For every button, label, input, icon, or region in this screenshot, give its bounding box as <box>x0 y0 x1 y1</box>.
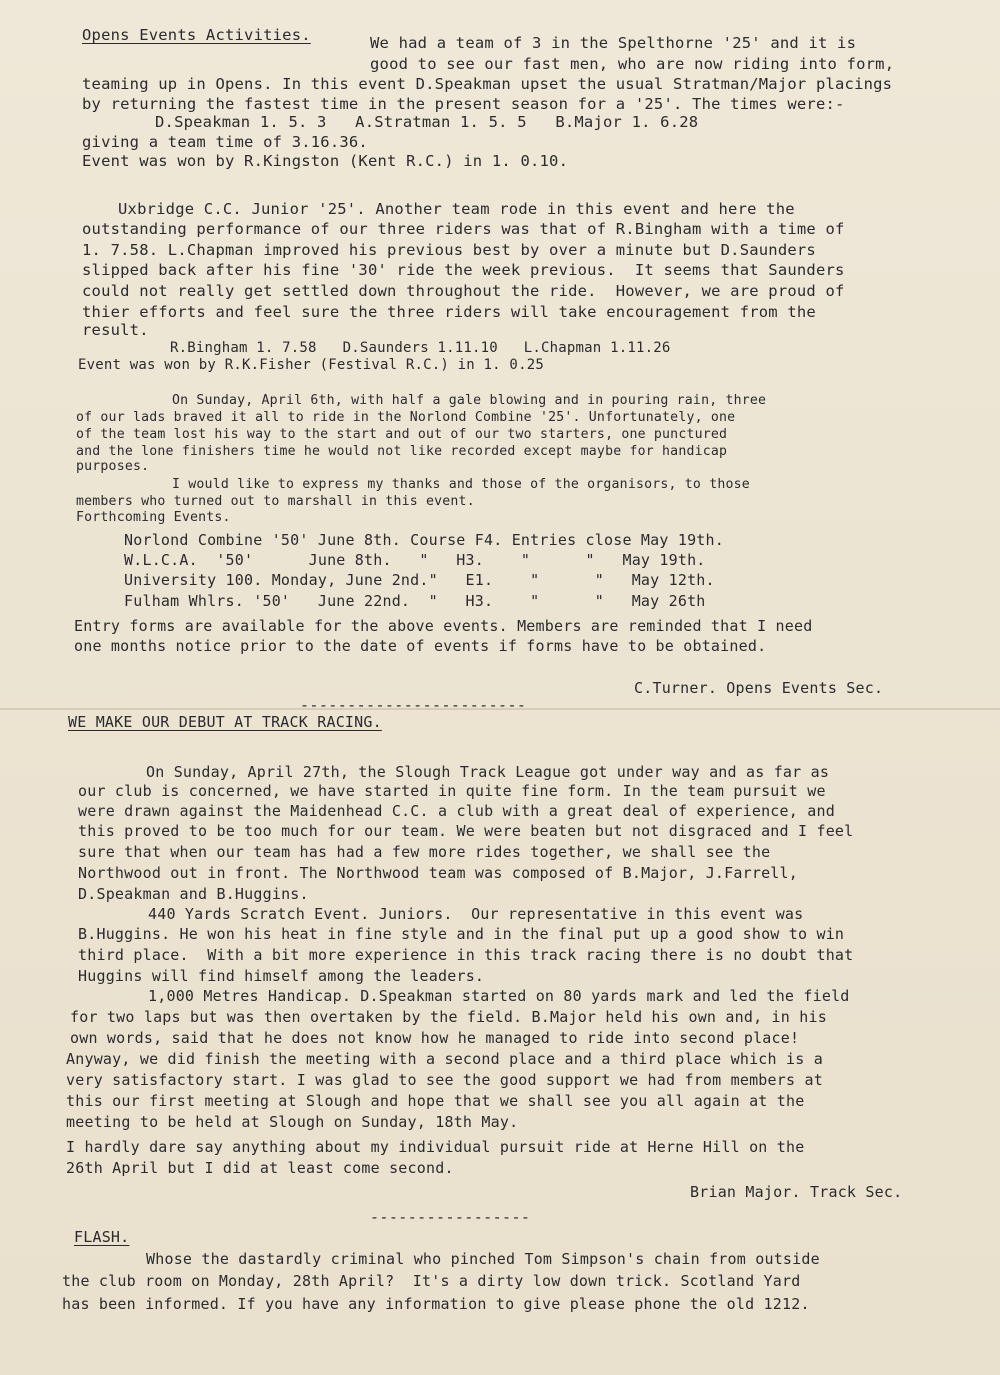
opens-line: Event was won by R.Kingston (Kent R.C.) in 1. 0.10. <box>82 152 569 170</box>
norlond-line: of the team lost his way to the start and out of our two starters, one punctured <box>76 427 728 442</box>
opens-times: D.Speakman 1. 5. 3 A.Stratman 1. 5. 5 B.Major 1. 6.28 <box>155 113 699 131</box>
thanks-line: members who turned out to marshall in this event. <box>76 494 475 509</box>
uxbridge-line: thier efforts and feel sure the three riders will take encouragement from the <box>82 303 816 321</box>
uxbridge-line: could not really get settled down throughout the ride. However, we are proud of <box>82 282 845 300</box>
track-line: were drawn against the Maidenhead C.C. a club with a great deal of experience, and <box>78 802 835 820</box>
flash-line: has been informed. If you have any information to give please phone the old 1212. <box>62 1295 810 1313</box>
handicap-line: own words, said that he does not know how he managed to ride into second place! <box>70 1029 800 1047</box>
flash-line: Whose the dastardly criminal who pinched Tom Simpson's chain from outside <box>146 1250 820 1268</box>
track-line: Northwood out in front. The Northwood team was composed of B.Major, J.Farrell, <box>78 864 798 882</box>
norlond-line: of our lads braved it all to ride in the Norlond Combine '25'. Unfortunately, one <box>76 410 736 425</box>
entry-forms-line: Entry forms are available for the above events. Members are reminded that I need <box>74 617 813 635</box>
flash-line: the club room on Monday, 28th April? It's a dirty low down trick. Scotland Yard <box>62 1272 801 1290</box>
event-row: University 100. Monday, June 2nd." E1. " " May 12th. <box>124 571 715 589</box>
handicap-line: 1,000 Metres Handicap. D.Speakman started on 80 yards mark and led the field <box>148 987 850 1005</box>
section-divider-2: ----------------- <box>370 1208 531 1226</box>
handicap-line: this our first meeting at Slough and hope that we shall see you all again at the <box>66 1092 805 1110</box>
forthcoming-heading: Forthcoming Events. <box>76 510 231 525</box>
handicap-line: I hardly dare say anything about my individual pursuit ride at Herne Hill on the <box>66 1138 805 1156</box>
scratch-line: third place. With a bit more experience in this track racing there is no doubt that <box>78 946 854 964</box>
uxbridge-line: outstanding performance of our three riders was that of R.Bingham with a time of <box>82 220 845 238</box>
uxbridge-line: Uxbridge C.C. Junior '25'. Another team rode in this event and here the <box>118 200 795 218</box>
thanks-line: I would like to express my thanks and those of the organisors, to those <box>172 477 750 492</box>
event-row: W.L.C.A. '50' June 8th. " H3. " " May 19th. <box>124 551 706 569</box>
track-line: On Sunday, April 27th, the Slough Track League got under way and as far as <box>146 763 830 781</box>
opens-line: giving a team time of 3.16.36. <box>82 133 368 151</box>
norlond-line: purposes. <box>76 459 150 474</box>
uxbridge-results: R.Bingham 1. 7.58 D.Saunders 1.11.10 L.Chapman 1.11.26 <box>170 340 671 356</box>
track-line: D.Speakman and B.Huggins. <box>78 885 309 903</box>
opens-line: by returning the fastest time in the present season for a '25'. The times were:- <box>82 95 845 113</box>
opens-line: We had a team of 3 in the Spelthorne '25' and it is <box>370 34 857 52</box>
event-row: Fulham Whlrs. '50' June 22nd. " H3. " " May 26th <box>124 592 706 610</box>
track-line: our club is concerned, we have started in quite fine form. In the team pursuit we <box>78 782 826 800</box>
uxbridge-line: 1. 7.58. L.Chapman improved his previous best by over a minute but D.Saunders <box>82 241 816 259</box>
opens-signature: C.Turner. Opens Events Sec. <box>634 679 884 697</box>
scratch-line: Huggins will find himself among the leaders. <box>78 967 485 985</box>
track-line: sure that when our team has had a few more rides together, we shall see the <box>78 843 771 861</box>
opens-line: good to see our fast men, who are now riding into form, <box>370 55 895 73</box>
opens-heading: Opens Events Activities. <box>82 26 311 44</box>
track-signature: Brian Major. Track Sec. <box>690 1183 903 1201</box>
scratch-line: 440 Yards Scratch Event. Juniors. Our representative in this event was <box>148 905 804 923</box>
track-line: this proved to be too much for our team. We were beaten but not disgraced and I feel <box>78 822 854 840</box>
norlond-line: On Sunday, April 6th, with half a gale blowing and in pouring rain, three <box>172 393 767 408</box>
opens-line: teaming up in Opens. In this event D.Speakman upset the usual Stratman/Major placings <box>82 75 893 93</box>
handicap-line: meeting to be held at Slough on Sunday, 18th May. <box>66 1113 519 1131</box>
handicap-line: very satisfactory start. I was glad to see the good support we had from members at <box>66 1071 823 1089</box>
handicap-line: 26th April but I did at least come second. <box>66 1159 454 1177</box>
event-row: Norlond Combine '50' June 8th. Course F4. Entries close May 19th. <box>124 531 724 549</box>
handicap-line: Anyway, we did finish the meeting with a second place and a third place which is a <box>66 1050 823 1068</box>
entry-forms-line: one months notice prior to the date of events if forms have to be obtained. <box>74 637 767 655</box>
track-heading: WE MAKE OUR DEBUT AT TRACK RACING. <box>68 713 382 731</box>
uxbridge-line: result. <box>82 321 149 339</box>
flash-heading: FLASH. <box>74 1228 130 1246</box>
norlond-line: and the lone finishers time he would not like recorded except maybe for handicap <box>76 444 728 459</box>
uxbridge-line: slipped back after his fine '30' ride the week previous. It seems that Saunders <box>82 261 845 279</box>
scratch-line: B.Huggins. He won his heat in fine style and in the final put up a good show to win <box>78 925 845 943</box>
section-divider: ------------------------ <box>300 696 527 714</box>
uxbridge-winner: Event was won by R.K.Fisher (Festival R.C.) in 1. 0.25 <box>78 357 544 373</box>
handicap-line: for two laps but was then overtaken by the field. B.Major held his own and, in his <box>70 1008 827 1026</box>
